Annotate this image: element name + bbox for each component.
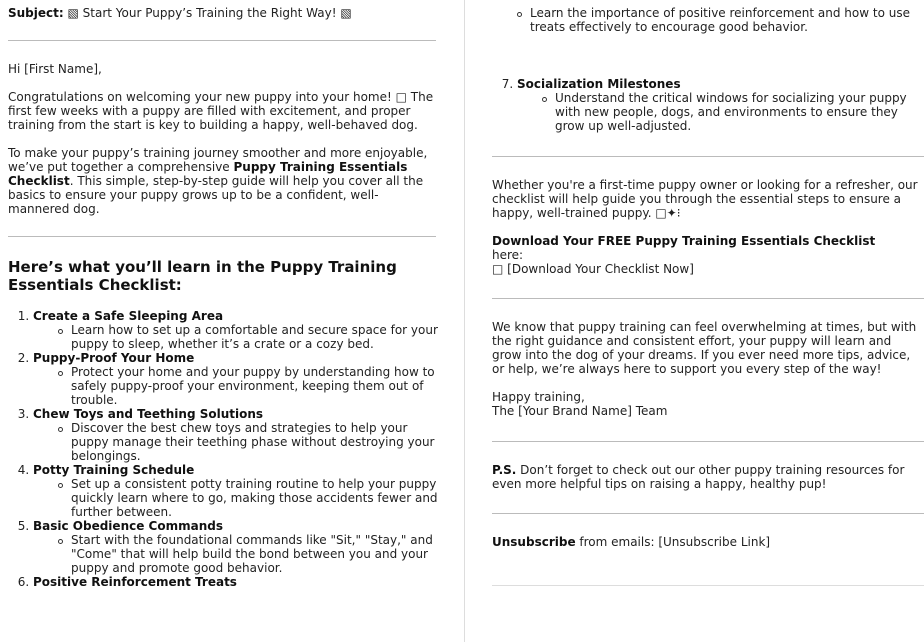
email-right-column xyxy=(492,0,924,586)
item-description: Start with the foundational commands like "Sit," "Stay," and "Come" that will help build the bond between you and your puppy and promote good behavior. xyxy=(58,533,438,575)
item-title: Potty Training Schedule xyxy=(33,463,195,477)
divider xyxy=(492,585,924,586)
whether-paragraph: Whether you're a first-time puppy owner or looking for a refresher, our checklist will help guide you through the essential steps to ensure a happy, well-trained puppy. □✦⁝ xyxy=(492,178,918,220)
email-left-column xyxy=(8,0,438,589)
checklist-item xyxy=(33,351,438,407)
paragraph-text: . This simple, step-by-step guide will help you cover all the basics to ensure your puppy grows up to be a confident, well-mannered dog. xyxy=(8,174,424,216)
subject-text: ▧ Start Your Puppy’s Training the Right Way! ▧ xyxy=(67,6,352,20)
checklist-intro-paragraph xyxy=(8,146,438,216)
checklist-item xyxy=(33,463,438,519)
checklist-item xyxy=(33,407,438,463)
checklist xyxy=(8,309,438,589)
checklist-item xyxy=(517,77,924,133)
ps-label: P.S. xyxy=(492,463,517,477)
checklist-heading: Here’s what you’ll learn in the Puppy Training Essentials Checklist: xyxy=(8,258,397,294)
divider xyxy=(492,298,924,299)
divider xyxy=(492,441,924,442)
unsubscribe-label: Unsubscribe xyxy=(492,535,576,549)
item-description: Learn the importance of positive reinforcement and how to use treats effectively to encourage good behavior. xyxy=(517,6,924,34)
item-description: Understand the critical windows for socializing your puppy with new people, dogs, and environments to ensure they grow up well-adjusted. xyxy=(542,91,924,133)
checklist-continued-list xyxy=(492,77,924,133)
greeting: Hi [First Name], xyxy=(8,62,102,76)
intro-paragraph: Congratulations on welcoming your new puppy into your home! □ The first few weeks with a puppy are filled with excitement, and proper training from the start is key to building a happy, well-behaved dog. xyxy=(8,90,434,132)
signoff-team: The [Your Brand Name] Team xyxy=(492,404,668,418)
checklist-continued xyxy=(492,6,924,34)
item-description: Set up a consistent potty training routine to help your puppy quickly learn where to go, making those accidents fewer and further between. xyxy=(58,477,438,519)
column-divider xyxy=(464,0,465,642)
unsubscribe-line xyxy=(492,535,924,549)
download-heading: Download Your FREE Puppy Training Essentials Checklist xyxy=(492,234,876,248)
subject-label: Subject: xyxy=(8,6,64,20)
item-title: Chew Toys and Teething Solutions xyxy=(33,407,264,421)
item-description: Learn how to set up a comfortable and secure space for your puppy to sleep, whether it’s a crate or a cozy bed. xyxy=(58,323,438,351)
checklist-item xyxy=(33,309,438,351)
download-section xyxy=(492,234,924,276)
download-checklist-link[interactable]: □ [Download Your Checklist Now] xyxy=(492,262,694,276)
paragraph-text: To make your puppy’s training journey smoother and more enjoyable, we’ve put together a comprehensive xyxy=(8,146,428,174)
checklist-item xyxy=(33,575,438,589)
item-title: Basic Obedience Commands xyxy=(33,519,223,533)
item-title: Positive Reinforcement Treats xyxy=(33,575,237,589)
download-here: here: xyxy=(492,248,524,262)
signoff xyxy=(492,390,924,418)
divider xyxy=(8,236,436,237)
subject-line xyxy=(8,6,438,20)
support-paragraph: We know that puppy training can feel overwhelming at times, but with the right guidance and consistent effort, your puppy will learn and grow into the dog of your dreams. If you ever need more tips, advice, or help, we’re always here to support you every step of the way! xyxy=(492,320,917,376)
checklist-item xyxy=(33,519,438,575)
item-description: Discover the best chew toys and strategies to help your puppy manage their teething phase without destroying your belongings. xyxy=(58,421,438,463)
item-description: Protect your home and your puppy by understanding how to safely puppy-proof your environment, keeping them out of trouble. xyxy=(58,365,438,407)
item-title: Puppy-Proof Your Home xyxy=(33,351,195,365)
checklist-name: Puppy Training Essentials Checklist xyxy=(8,160,408,188)
ps-text: Don’t forget to check out our other puppy training resources for even more helpful tips on raising a happy, healthy pup! xyxy=(492,463,905,491)
item-title: Create a Safe Sleeping Area xyxy=(33,309,224,323)
divider xyxy=(8,40,436,41)
divider xyxy=(492,513,924,514)
divider xyxy=(492,156,924,157)
signoff-line: Happy training, xyxy=(492,390,585,404)
ps-paragraph xyxy=(492,463,924,491)
unsubscribe-link[interactable]: from emails: [Unsubscribe Link] xyxy=(575,535,771,549)
item-title: Socialization Milestones xyxy=(517,77,681,91)
